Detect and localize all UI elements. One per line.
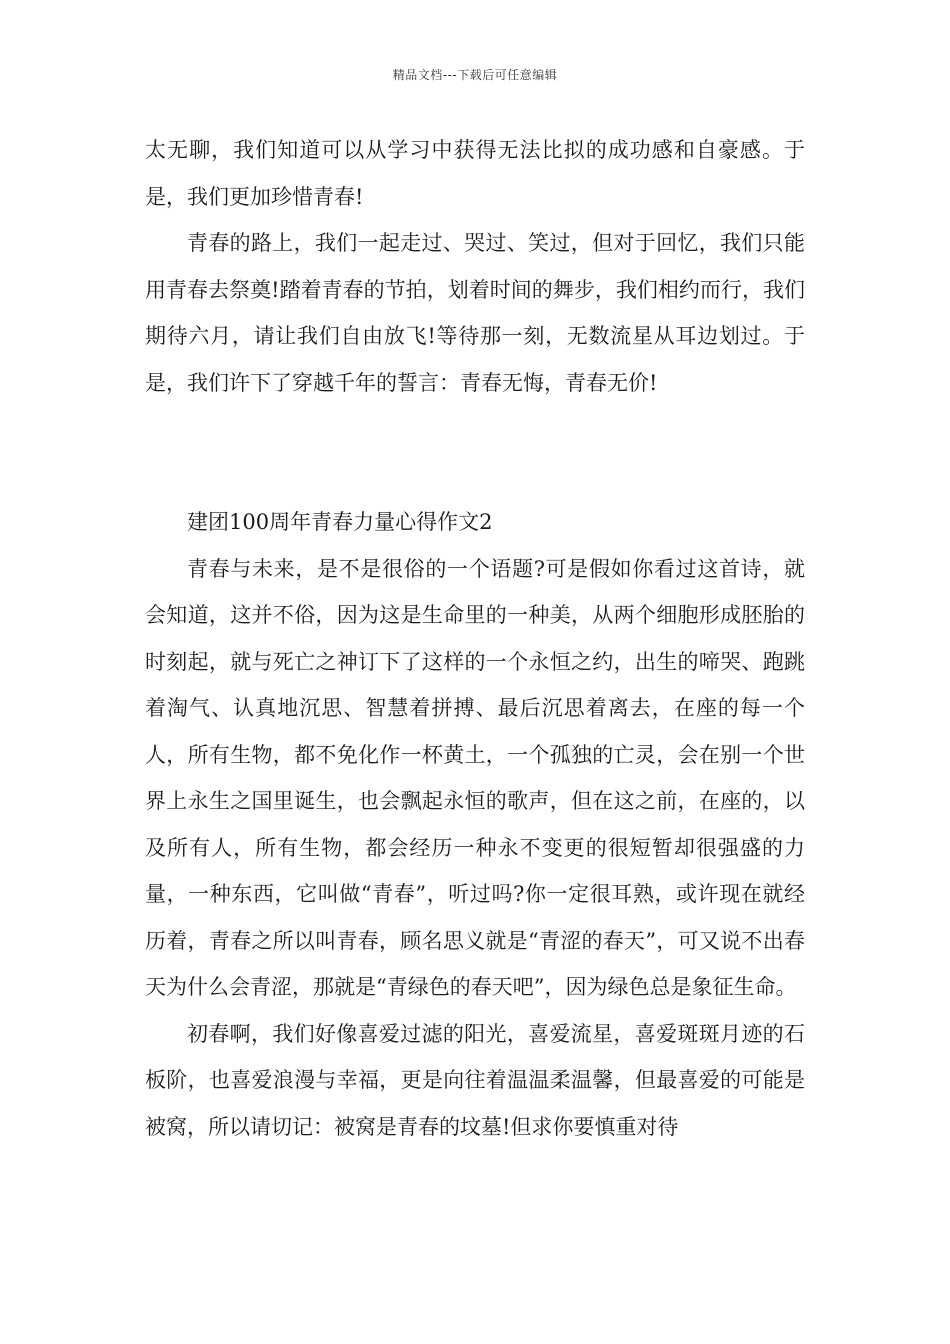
page-header: 精品文档---下载后可任意编辑 [392, 68, 558, 82]
document-body [145, 127, 805, 1150]
section-spacer [145, 406, 805, 499]
paragraph-early-spring: 初春啊，我们好像喜爱过滤的阳光，喜爱流星，喜爱斑斑月迹的石板阶，也喜爱浪漫与幸福，更是向往着温温柔温馨，但最喜爱的可能是被窝，所以请切记：被窝是青春的坟墓!但求你要慎重对待 [145, 1021, 805, 1139]
paragraph-youth-future: 青春与未来，是不是很俗的一个语题?可是假如你看过这首诗，就会知道，这并不俗，因为这是生命里的一种美，从两个细胞形成胚胎的时刻起，就与死亡之神订下了这样的一个永恒之约，出生的啼哭、跑跳着淘气、认真地沉思、智慧着拼搏、最后沉思着离去，在座的每一个人，所有生物，都不免化作一杯黄土，一个孤独的亡灵，会在别一个世界上永生之国里诞生，也会飘起永恒的歌声，但在这之前，在座的，以及所有人，所有生物，都会经历一种永不变更的很短暂却很强盛的力量，一种东西，它叫做“青春”，听过吗?你一定很耳熟，或许现在就经历着，青春之所以叫青春，顾名思义就是“青涩的春天”，可又说不出春天为什么会青涩，那就是“青绿色的春天吧”，因为绿色总是象征生命。 [145, 556, 805, 999]
paragraph-continuation: 太无聊，我们知道可以从学习中获得无法比拟的成功感和自豪感。于是，我们更加珍惜青春! [145, 138, 805, 209]
section-heading: 建团100周年青春力量心得作文2 [187, 510, 493, 534]
paragraph-youth-road: 青春的路上，我们一起走过、哭过、笑过，但对于回忆，我们只能用青春去祭奠!踏着青春的节拍，划着时间的舞步，我们相约而行，我们期待六月，请让我们自由放飞!等待那一刻，无数流星从耳边划过。于是，我们许下了穿越千年的誓言：青春无悔，青春无价! [145, 231, 805, 395]
